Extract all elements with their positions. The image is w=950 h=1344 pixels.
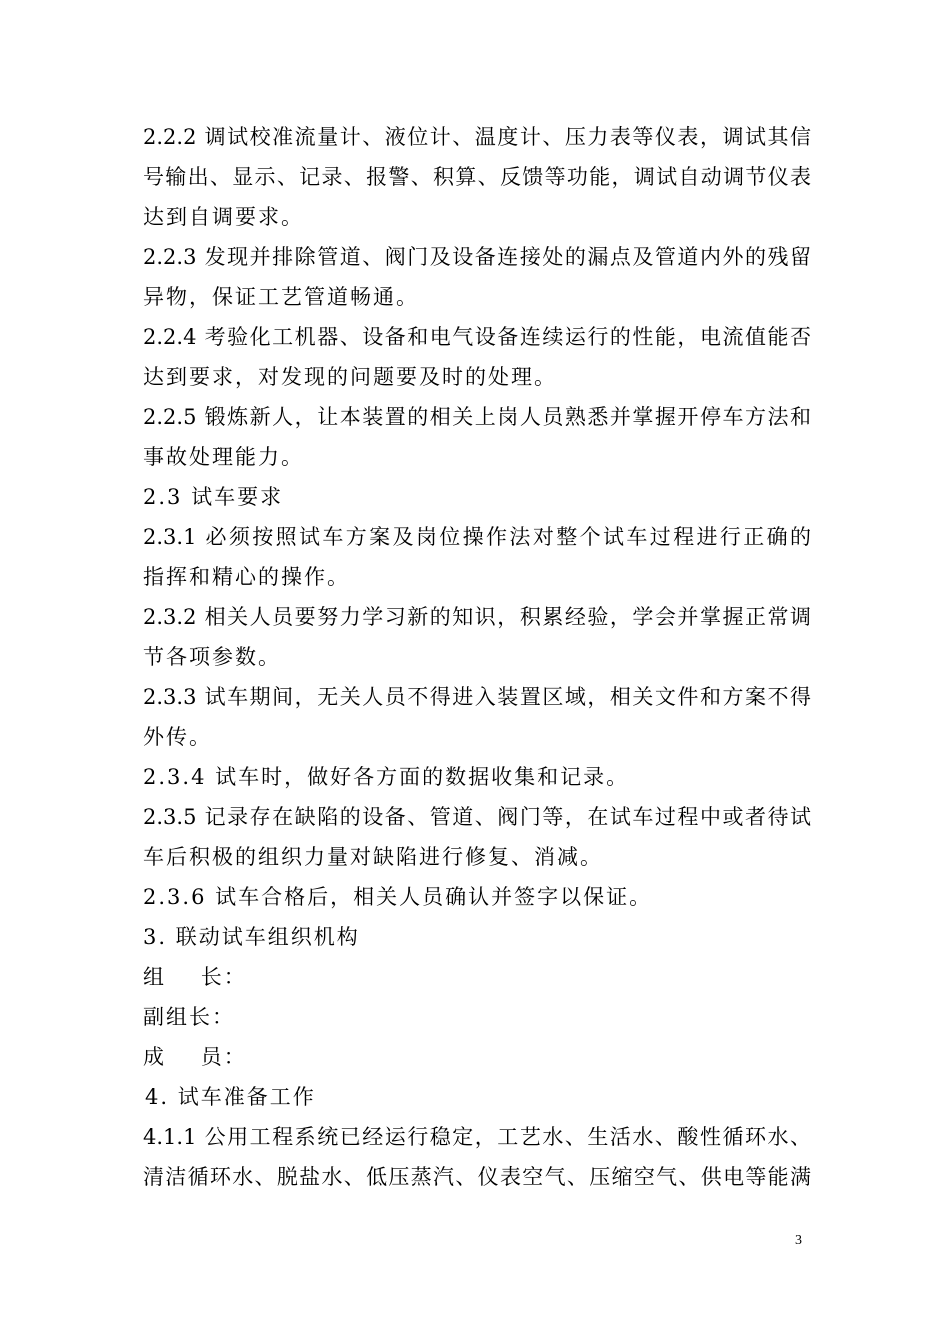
org-role-members: 成 员： [143,1045,247,1069]
text-line: 4.1.1 公用工程系统已经运行稳定，工艺水、生活水、酸性循环水、 [143,1125,811,1149]
document-body [143,117,811,1197]
text-line: 2.2.3 发现并排除管道、阀门及设备连接处的漏点及管道内外的残留 [143,245,811,269]
text-line: 外传。 [143,725,212,749]
text-line: 车后积极的组织力量对缺陷进行修复、消减。 [143,845,603,869]
text-line: 2.3.3 试车期间，无关人员不得进入装置区域，相关文件和方案不得 [143,685,811,709]
text-line: 2.3.1 必须按照试车方案及岗位操作法对整个试车过程进行正确的 [143,525,811,549]
org-role-leader: 组 长： [143,965,247,989]
section-heading: 3. 联动试车组织机构 [143,925,360,949]
text-line: 达到自调要求。 [143,205,304,229]
text-line: 节各项参数。 [143,645,281,669]
text-line: 清洁循环水、脱盐水、低压蒸汽、仪表空气、压缩空气、供电等能满 [143,1165,811,1189]
text-line: 指挥和精心的操作。 [143,565,350,589]
section-heading: 4. 试车准备工作 [145,1085,316,1109]
text-line: 号输出、显示、记录、报警、积算、反馈等功能，调试自动调节仪表 [143,165,811,189]
text-line: 2.3.6 试车合格后，相关人员确认并签字以保证。 [143,885,653,909]
text-line: 达到要求，对发现的问题要及时的处理。 [143,365,557,389]
text-line: 2.3.4 试车时，做好各方面的数据收集和记录。 [143,765,630,789]
text-line: 2.2.5 锻炼新人，让本装置的相关上岗人员熟悉并掌握开停车方法和 [143,405,811,429]
section-heading: 2.3 试车要求 [143,485,284,509]
text-line: 2.2.4 考验化工机器、设备和电气设备连续运行的性能，电流值能否 [143,325,811,349]
text-line: 2.3.2 相关人员要努力学习新的知识，积累经验，学会并掌握正常调 [143,605,811,629]
text-line: 异物，保证工艺管道畅通。 [143,285,419,309]
page-number: 3 [795,1233,802,1248]
text-line: 事故处理能力。 [143,445,304,469]
org-role-deputy: 副组长： [143,1005,235,1029]
text-line: 2.3.5 记录存在缺陷的设备、管道、阀门等，在试车过程中或者待试 [143,805,811,829]
text-line: 2.2.2 调试校准流量计、液位计、温度计、压力表等仪表，调试其信 [143,125,811,149]
